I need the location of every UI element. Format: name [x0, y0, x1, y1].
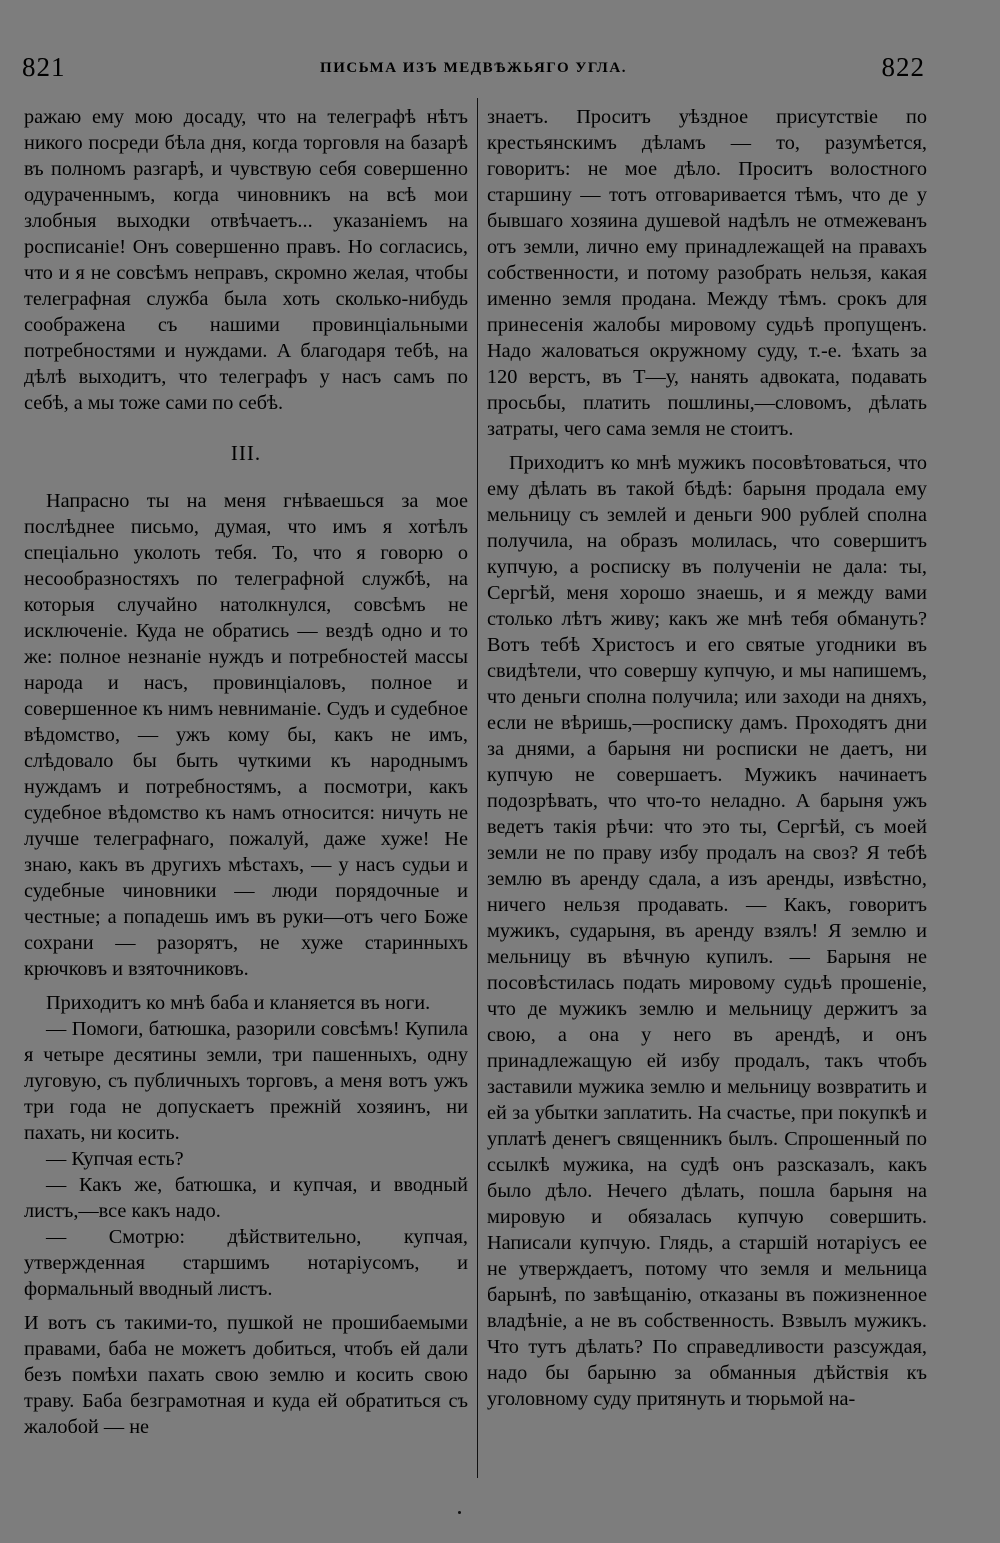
dialogue-line: — Смотрю: дѣйствительно, купчая, утвержденная старшимъ нотаріусомъ, и формальный вводный листъ. [24, 1226, 468, 1300]
dialogue-line: — Помоги, батюшка, разорили совсѣмъ! Купила я четыре десятины земли, три пашенныхъ, одну луговую, съ публичныхъ торговъ, а меня вотъ ужъ три года не допускаетъ прежній хозяинъ, ни пахать, ни косить. [24, 1018, 468, 1144]
column-divider [477, 98, 478, 1478]
paragraph: Приходитъ ко мнѣ мужикъ посовѣтоваться, что ему дѣлать въ такой бѣдѣ: барыня продала ему мельницу съ землей и деньги 900 рублей сполна получила, на образъ молилась, что совершитъ купчую, а росписку въ полученіи не дала: ты, Сергѣй, меня хорошо знаешь, и я между вами столько лѣтъ живу; какъ же мнѣ тебя обмануть? Вотъ тебѣ Христосъ и его святые угодники въ свидѣтели, что совершу купчую, и мы напишемъ, что деньги сполна получила; или заходи на дняхъ, если не вѣришь,—росписку дамъ. Проходятъ дни за днями, а барыня ни росписки не даетъ, ни купчую не совершаетъ. Мужикъ начинаетъ подозрѣвать, что что-то неладно. А барыня ужъ ведетъ такія рѣчи: что это ты, Сергѣй, съ моей земли не по праву избу продалъ на своз? Я тебѣ землю въ аренду сдала, а изъ аренды, извѣстно, ничего нельзя продавать. — Какъ, говоритъ мужикъ, сударыня, въ аренду взялъ! Я землю и мельницу въ вѣчную купилъ. — Барыня не посовѣстилась подать мировому судьѣ прошеніе, что де мужикъ землю и мельницу держитъ за свою, а она у него въ арендѣ, и онъ принадлежащую ей избу продалъ, такъ чтобъ заставили мужика землю и мельницу возвратить и ей за убытки заплатить. На счастье, при покупкѣ и уплатѣ денегъ священникъ былъ. Спрошенный по ссылкѣ мужика, на судѣ онъ разсказалъ, какъ было дѣло. Нечего дѣлать, пошла барыня на мировую и обязалась купчую совершить. Написали купчую. Глядь, а старшій нотаріусъ ее не утверждаетъ, потому что земля и мельница барынѣ, по завѣщанію, отказаны въ пожизненное владѣніе, а не въ собственность. Взвылъ мужикъ. Что тутъ дѣлать? По справедливости разсуждая, надо бы барыню за обманныя дѣйствія къ уголовному суду притянуть и тюрьмой на- [487, 452, 927, 1410]
paragraph: Напрасно ты на меня гнѣваешься за мое послѣднее письмо, думая, что имъ я хотѣлъ спеціально уколоть тебя. То, что я говорю о несообразностяхъ по телеграфной службѣ, на которыя случайно натолкнулся, совсѣмъ не исключеніе. Куда не обратись — вездѣ одно и то же: полное незнаніе нуждъ и потребностей массы народа и насъ, провинціаловъ, полное и совершенное къ нимъ невниманіе. Судъ и судебное вѣдомство, — ужъ кому бы, какъ не имъ, слѣдовало бы быть чуткими къ народнымъ нуждамъ и потребностямъ, а посмотри, какъ судебное вѣдомство къ намъ относится: ничуть не лучше телеграфнаго, пожалуй, даже хуже! Не знаю, какъ въ другихъ мѣстахъ, — у насъ судьи и судебные чиновники — люди порядочные и честные; а попадешь имъ въ руки—отъ чего Боже сохрани — разорятъ, не хуже старинныхъ крючковъ и взяточниковъ. [24, 490, 468, 980]
dialogue-line: — Купчая есть? [46, 1148, 184, 1170]
left-column [24, 104, 468, 1440]
print-speck [458, 1511, 461, 1514]
right-column [487, 104, 927, 1412]
paragraph: Приходитъ ко мнѣ баба и кланяется въ ноги. [46, 992, 431, 1014]
page-header [22, 52, 925, 86]
section-heading: III. [230, 441, 262, 465]
page-number-right: 822 [881, 52, 925, 82]
paragraph: ражаю ему мою досаду, что на телеграфѣ нѣтъ никого посреди бѣла дня, когда торговля на базарѣ въ полномъ разгарѣ, и чувствую себя совершенно одураченнымъ, когда чиновникъ на всѣ мои злобныя выходки отвѣчаетъ... указаніемъ на росписаніе! Онъ совершенно правъ. Но согласись, что и я не совсѣмъ неправъ, скромно желая, чтобы телеграфная служба была хоть сколько-нибудь соображена съ нашими провинціальными потребностями и нуждами. А благодаря тебѣ, на дѣлѣ выходитъ, что телеграфъ у насъ самъ по себѣ, а мы тоже сами по себѣ. [24, 106, 468, 414]
running-title: ПИСЬМА ИЗЪ МЕДВѢЖЬЯГО УГЛА. [320, 60, 627, 76]
page-number-left: 821 [22, 52, 66, 82]
paragraph: И вотъ съ такими-то, пушкой не прошибаемыми правами, баба не можетъ добиться, чтобъ ей дали безъ помѣхи пахать свою землю и косить свою траву. Баба безграмотная и куда ей обратиться съ жалобой — не [24, 1312, 468, 1438]
dialogue-line: — Какъ же, батюшка, и купчая, и вводный листъ,—все какъ надо. [24, 1174, 468, 1222]
paragraph: знаетъ. Проситъ уѣздное присутствіе по крестьянскимъ дѣламъ — то, разумѣется, говоритъ: не мое дѣло. Проситъ волостного старшину — тотъ отговаривается тѣмъ, что де у бывшаго хозяина душевой надѣлъ не отмежеванъ отъ земли, лично ему принадлежащей на правахъ собственности, и потому разобрать нельзя, какая именно земля продана. Между тѣмъ. срокъ для принесенія жалобы мировому судьѣ пропущенъ. Надо жаловаться окружному суду, т.-е. ѣхать за 120 верстъ, въ Т—у, нанять адвоката, подавать просьбы, платить пошлины,—словомъ, дѣлать затраты, чего сама земля не стоитъ. [487, 106, 927, 440]
